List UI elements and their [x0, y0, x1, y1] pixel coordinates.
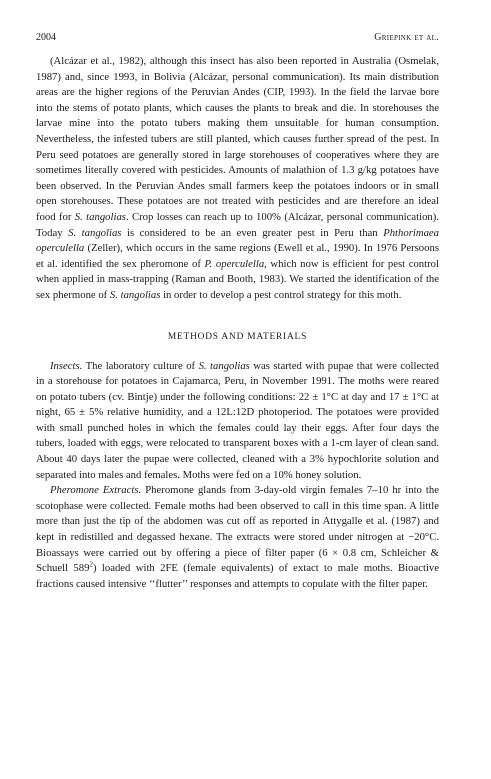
body-text: in order to develop a pest control strategy for this moth. — [160, 288, 402, 301]
italic-text: S. tangolias — [74, 210, 126, 223]
body-text: is considered to be an even greater pest in Peru than — [121, 226, 384, 239]
body-text: (Zeller), which occurs in the same regions (Ewell et al., 1990). In 1976 Persoons et al. identified the sex pheromone of — [36, 242, 439, 270]
insects-paragraph — [36, 359, 439, 484]
italic-text: Insects. — [50, 359, 83, 372]
italic-text: Pheromone Extracts. — [50, 484, 142, 497]
running-head: Griepink et al. — [374, 32, 439, 43]
section-heading: METHODS AND MATERIALS — [167, 331, 308, 342]
italic-text: Phthorimaea operculella — [36, 226, 439, 255]
body-text: ) loaded with 2FE (female equivalents) of extact to male moths. Bioactive fractions caused intensive ‘‘flutter’’ responses and attempts to copulate with the filter paper. — [36, 562, 440, 590]
superscript-text: 2 — [89, 560, 93, 569]
italic-text: S. tangolias — [198, 359, 250, 372]
body-text: The laboratory culture of — [82, 359, 199, 372]
italic-text: S. tangolias — [109, 288, 161, 301]
intro-paragraph — [36, 54, 439, 304]
body-text: , which now is efficient for pest control when applied in mass-trapping (Raman and Booth, 1983). We started the identification of the sex phermone of — [36, 257, 439, 301]
page-header — [36, 32, 439, 43]
body-text: Pheromone glands from 3-day-old virgin females 7–10 hr into the scotophase were collected. Female moths had been observed to call in this time span. A little more than just the tip of the abdomen was cut off as reported in Attygalle et al. (1987) and kept in redistilled and degassed hexane. The extracts were stored under nitrogen at −20°C. Bioassays were carried out by offering a piece of filter paper (6 × 0.8 cm, Schleicher & Schuell 589 — [36, 484, 439, 575]
italic-text: P. operculella — [204, 257, 265, 270]
page-number: 2004 — [36, 32, 56, 43]
body-text: was started with pupae that were collected in a storehouse for potatoes in Cajamarca, Peru, in November 1991. The moths were reared on potato tubers (cv. Bintje) under the following conditions: 22 ± 1°C at day and 17 ± 1°C at night, 65 ± 5% relative humidity, and a 12L:12D photoperiod. The potatoes were provided with small punched holes in which the females could lay their eggs. After four days the tubers, loaded with eggs, were relocated to transparent boxes with a 1-cm layer of clean sand. About 40 days later the pupae were collected, cleaned with a 3% hypochlorite solution and separated into males and females. Moths were fed on a 10% honey solution. — [36, 359, 439, 481]
italic-text: S. tangolias — [68, 226, 122, 239]
body-text: (Alcázar et al., 1982), although this insect has also been reported in Australia (Osmelak, 1987) and, since 1993, in Bolivia (Alcázar, personal communication). Its main distribution areas are the higher regions of the Peruvian Andes (CIP, 1993). In the field the larvae bore into the stems of potato plants, which causes the plants to break and die. In storehouses the larvae mine into the potato tubers making them unsuitable for human consumption. Nevertheless, the infested tubers are still planted, which causes further spread of the pest. In Peru seed potatoes are generally stored in large storehouses of cooperatives where they are sometimes literally covered with pesticides. Amounts of malathion of 1.3 g/kg potatoes have been observed. In the Peruvian Andes small farmers keep the potatoes indoors or in small open storehouses. These potatoes are not treated with pesticides and are therefore an ideal food for — [36, 55, 439, 223]
pheromone-extracts-paragraph — [36, 483, 439, 592]
body-text: . Crop losses can reach up to 100% (Alcázar, personal communication). Today — [36, 210, 439, 239]
